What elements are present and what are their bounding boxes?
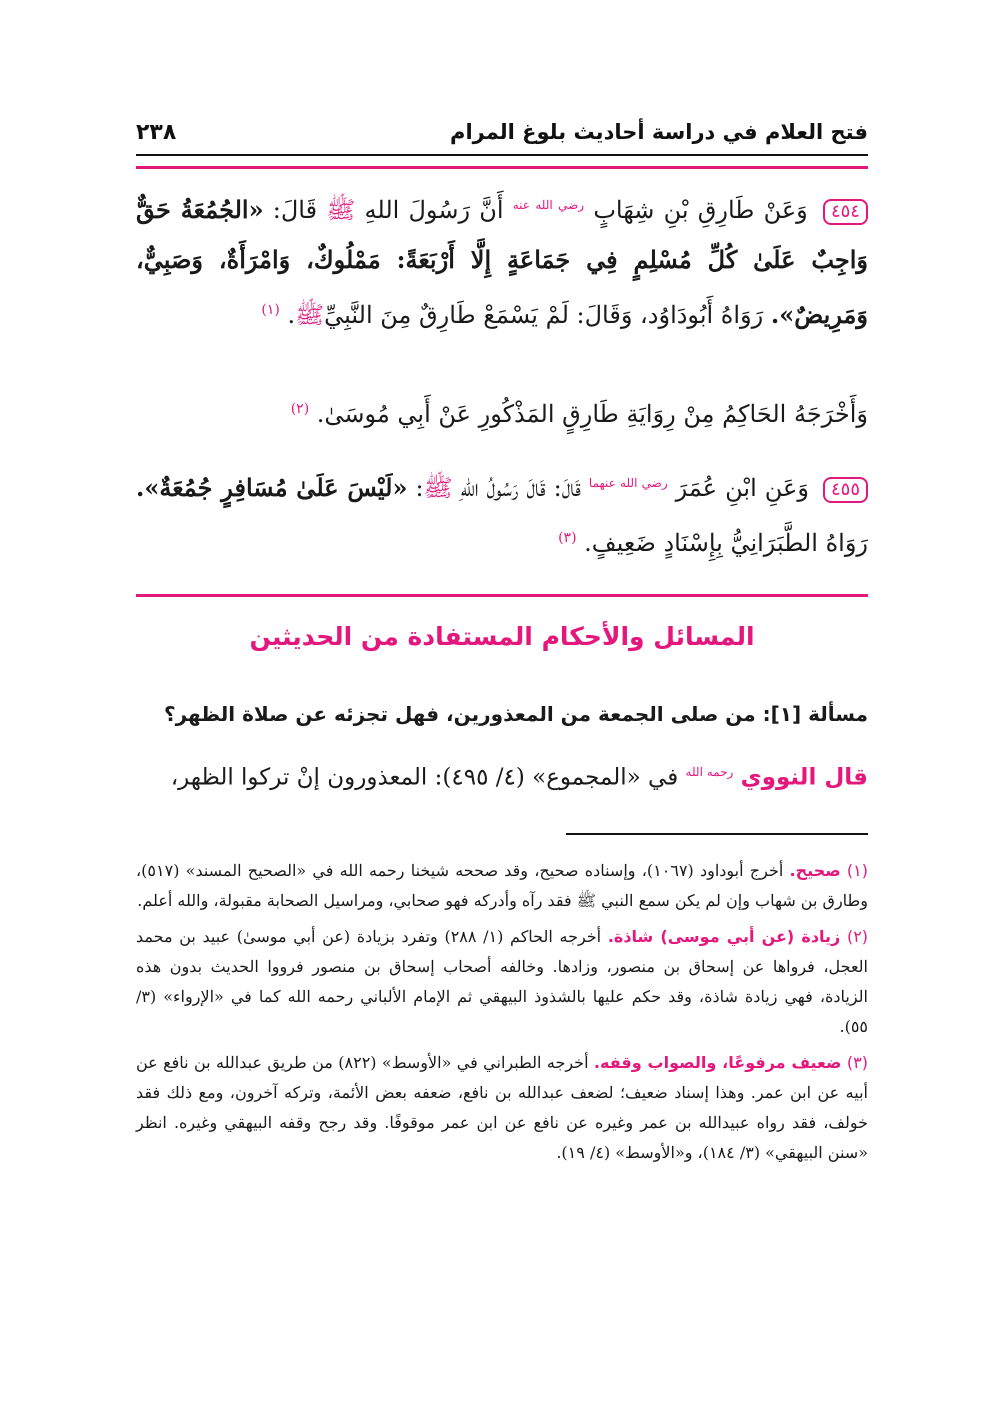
- header-rule: [136, 154, 868, 156]
- honorific-companion-icon: رضي الله عنهما: [588, 476, 668, 490]
- hadith-said: قَالَ: قَالَ رَسُولُ اللهِ: [460, 474, 581, 502]
- hadith-source: رَوَاهُ أَبُودَاوُد، وَقَالَ: لَمْ يَسْمَعْ طَارِقٌ مِنَ النَّبِيِّ: [324, 301, 764, 329]
- footnotes: [136, 856, 868, 1174]
- footnote-verdict: زيادة (عن أبي موسى) شاذة.: [607, 927, 841, 946]
- section-title: المسائل والأحكام المستفادة من الحديثين: [249, 622, 755, 651]
- question-text: من صلى الجمعة من المعذورين، فهل تجزئه عن صلاة الظهر؟: [164, 702, 756, 726]
- hadith-intro: وَعَنْ طَارِقِ بْنِ شِهَابٍ: [593, 196, 808, 224]
- honorific-prophet-icon: ﷺ: [326, 196, 356, 224]
- hadith-box-bottom-rule: [136, 594, 868, 597]
- footnote-separator: [566, 833, 868, 835]
- hadith-454-extra: [136, 384, 868, 439]
- footnote-text: أخرجه الطبراني في «الأوسط» (٨٢٢) من طريق عبدالله بن نافع عن أبيه عن ابن عمر. وهذا إسناد ضعيف؛ لضعف عبدالله بن نافع، ضعفه بعض الأئمة، وتركه آخرون، ومع ذلك فقد خولف، فقد رواه عبيدالله بن عمر وغيره عن نافع عن ابن عمر موقوفًا. وقد رجح وقفه البيهقي وغيره. انظر «سنن البيهقي» (٣/ ١٨٤)، و«الأوسط» (٤/ ١٩).: [136, 1053, 868, 1162]
- running-header: [136, 112, 868, 152]
- honorific-companion-icon: رضي الله عنه: [512, 198, 585, 212]
- quote-speaker: قال النووي: [740, 764, 868, 791]
- footnote-ref: (٣): [558, 530, 577, 546]
- honorific-prophet-icon: ﷺ: [295, 301, 325, 329]
- footnote-text: أخرج أبوداود (١٠٦٧)، وإسناده صحيح، وقد صححه شيخنا رحمه الله في «الصحيح المسند» (٥١٧)، وطارق بن شهاب وإن لم يكن سمع النبي ﷺ فقد رآه وأدركه فهو صحابي، ومراسيل الصحابة مقبولة، والله أعلم.: [136, 861, 868, 910]
- quote-text: في «المجموع» (٤/ ٤٩٥): المعذورون إنْ تركوا الظهر،: [170, 764, 679, 791]
- sentence-end: .: [287, 301, 296, 329]
- question-label: مسألة [١]:: [762, 702, 868, 726]
- footnote-mark: (٢): [846, 927, 869, 946]
- hadith-source: رَوَاهُ الطَّبَرَانِيُّ بِإِسْنَادٍ ضَعِيفٍ.: [584, 529, 868, 557]
- hadith-extra-text: وَأَخْرَجَهُ الحَاكِمُ مِنْ رِوَايَةِ طَارِقٍ المَذْكُورِ عَنْ أَبِي مُوسَىٰ.: [316, 400, 868, 428]
- footnote-2: [136, 922, 868, 1042]
- honorific-scholar-icon: رحمه الله: [685, 765, 734, 779]
- footnote-mark: (٣): [846, 1053, 869, 1072]
- footnote-ref: (١): [261, 302, 280, 318]
- honorific-prophet-icon: ﷺ: [423, 474, 453, 502]
- hadith-mid: أَنَّ رَسُولَ اللهِ: [364, 196, 504, 224]
- hadith-box-top-rule: [136, 166, 868, 169]
- hadith-matn: «لَيْسَ عَلَىٰ مُسَافِرٍ جُمُعَةٌ».: [136, 473, 408, 502]
- book-title: فتح العلام في دراسة أحاديث بلوغ المرام: [450, 120, 868, 144]
- footnote-text: أخرجه الحاكم (١/ ٢٨٨) وتفرد بزيادة (عن أبي موسىٰ) عبيد بن محمد العجل، فرواها عن إسحاق بن منصور، وزادها. وخالفه أصحاب إسحاق بن منصور فرووا الحديث بدون هذه الزيادة، فهي زيادة شاذة، وقد حكم عليها بالشذوذ البيهقي ثم الإمام الألباني رحمه الله كما في «الإرواء» (٣/ ٥٥).: [136, 927, 869, 1036]
- footnote-verdict: ضعيف مرفوعًا، والصواب وقفه.: [593, 1053, 842, 1072]
- hadith-said: قَالَ:: [272, 196, 318, 224]
- page-number: ٢٣٨: [136, 119, 177, 145]
- question-heading: [136, 702, 868, 726]
- footnote-ref: (٢): [290, 401, 310, 417]
- scholar-quote: [136, 750, 868, 800]
- hadith-number-badge: ٤٥٤: [823, 199, 868, 225]
- footnote-verdict: صحيح.: [789, 861, 841, 880]
- footnote-1: [136, 856, 868, 916]
- hadith-number-badge: ٤٥٥: [823, 477, 868, 503]
- footnote-mark: (١): [846, 861, 869, 880]
- hadith-455: ٤٥٥ وَعَنِ ابْنِ عُمَرَ $^{رضي الله عنهما}$ قَالَ: قَالَ رَسُولُ اللهِ ﷺ: «لَيْسَ عَلَىٰ مُسَافِرٍ جُمُعَةٌ». رَوَاهُ الطَّبَرَانِيُّ بِإِسْنَادٍ ضَعِيفٍ. $^{(٣)}$: [136, 473, 868, 557]
- hadith-intro: وَعَنِ ابْنِ عُمَرَ: [675, 474, 809, 502]
- hadith-matn: «الجُمُعَةُ حَقٌّ وَاجِبٌ عَلَىٰ كُلِّ مُسْلِمٍ فِي جَمَاعَةٍ إِلَّا أَرْبَعَةً: مَمْلُوكٌ، وَامْرَأَةٌ، وَصَبِيٌّ، وَمَرِيضٌ».: [136, 195, 868, 329]
- footnote-3: [136, 1048, 868, 1168]
- hadith-454: [136, 180, 868, 340]
